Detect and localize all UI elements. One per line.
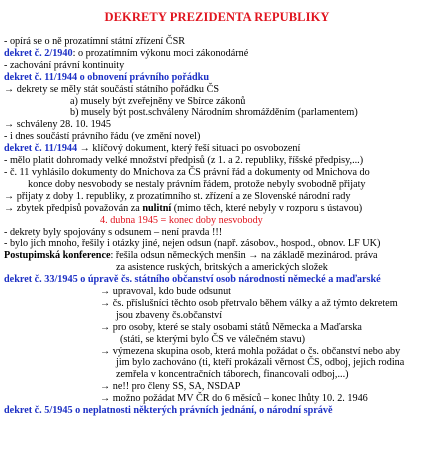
text-line: → dekrety se měly stát součástí státního pořádku ČS [4,83,220,95]
text-line: → výmezena skupina osob, která mohla požádat o čs. občanství nebo aby [100,345,401,357]
text-line: - opírá se o ně prozatímní státní zřízení ČSR [4,36,186,47]
decree-heading: dekret č. 5/1945 o neplatnosti některých právních jednání, o národní správě [4,405,333,417]
text-line: zemřela v koncentračních táborech, financovali odboj,...) [116,369,349,381]
text-line: → upravoval, kdo bude odsunut [100,286,232,298]
text-line: (státi, se kterými bylo ČS ve válečném stavu) [120,333,306,345]
text-line: - i dnes součástí právního řádu (ve změní novel) [4,131,201,143]
text-line: → pro osoby, které se staly osobami států Německa a Maďarska [100,321,362,333]
text-line: → schváleny 28. 10. 1945 [4,119,111,131]
document-body [4,36,430,417]
decree-heading: dekret č. 11/1944 [4,143,78,155]
conference-heading: Postupimská konference [4,250,111,262]
text-line: - mělo platit dohromady velké množství předpisů (z 1. a 2. republiky, říšské předpisy,...) [4,155,364,167]
emphasized-term: nulitní [142,202,172,214]
text-line: jim bylo zachováno (ti, kteří prokázali věrnost ČS, odboj, jejich rodina [116,357,405,369]
text-line: jsou zbaveny čs.občanství [116,309,223,321]
text-line: b) musely být post.schváleny Národním shromážděním (parlamentem) [70,107,358,119]
text-line [4,250,430,262]
text-line: → možno požádat MV ČR do 6 měsíců – konec lhůty 10. 2. 1946 [100,393,368,405]
text-line: - dekrety byly spojovány s odsunem – není pravda !!! [4,226,223,238]
text-line: - č. 11 vyhlásilo dokumenty do Mnichova za ČS právní řád a dokumenty od Mnichova do [4,166,370,178]
text-line: - zachování právní kontinuity [4,59,125,71]
text-line: - bylo jich mnoho, řešily i otázky jiné, nejen odsun (např. zásobov., hospod., obnov. LF UK) [4,238,381,250]
text-segment: → zbytek předpisů považován za [4,202,143,214]
text-line: → ne!! pro členy SS, SA, NSDAP [100,381,241,393]
decree-description: → klíčový dokument, který řeší situaci po osvobození [77,143,301,155]
page-title: DEKRETY PREZIDENTA REPUBLIKY [104,10,330,24]
text-line [4,48,430,60]
text-line: a) musely být zveřejněny ve Sbírce zákonů [70,95,246,107]
text-line: konce doby nesvobody se nestaly právním řádem, protože nebyly svobodně přijaty [28,178,366,190]
text-line [4,143,430,155]
text-line: → přijaty z doby 1. republiky, z prozatímního st. zřízení a ze Slovenské národní rady [4,190,351,202]
text-line: → čs. příslušníci těchto osob přetrvalo během války a až týmto dekretem [100,297,398,309]
decree-heading: dekret č. 2/1940 [4,47,73,59]
highlighted-date: 4. dubna 1945 = konec doby nesvobody [100,214,263,226]
text-segment: (mimo těch, které nebyly v rozporu s ústavou) [171,202,363,214]
text-line [4,203,430,215]
text-segment: : řešila odsun německých menšin → na základě mezinárod. práva [110,250,378,262]
decree-heading: dekret č. 33/1945 o úpravě čs. státního občanství osob národnosti německé a maďarské [4,274,381,286]
decree-description: : o prozatímním výkonu moci zákonodárné [72,47,249,59]
decree-heading: dekret č. 11/1944 o obnovení právního pořádku [4,71,210,83]
text-line: za asistence ruských, britských a amerických složek [116,262,328,274]
